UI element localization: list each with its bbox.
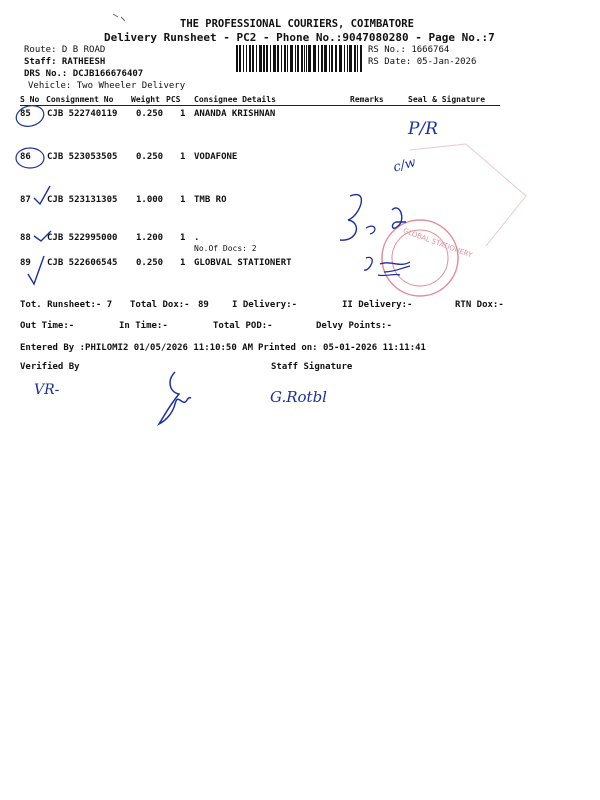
col-sno: S No: [20, 95, 40, 104]
table-row: 88 CJB 522995000 1.200 1 . No.Of Docs: 2: [20, 233, 257, 253]
route: Route: D B ROAD: [24, 45, 106, 55]
vehicle: Vehicle: Two Wheeler Delivery: [28, 81, 186, 91]
out-time: Out Time:-: [20, 321, 75, 331]
staff-signature-label: Staff Signature: [271, 362, 353, 372]
stamp-text: GLOBAL STATIONERY: [401, 226, 474, 260]
col-consignee: Consignee Details: [194, 95, 276, 104]
tick-mark: [34, 231, 51, 241]
rs-number: RS No.: 1666764: [368, 45, 450, 55]
verified-initials: VR-: [34, 382, 60, 398]
handwritten-pr: P/R: [408, 119, 438, 139]
signature: [159, 372, 191, 424]
total-pod: Total POD:-: [213, 321, 273, 331]
rs-date: RS Date: 05-Jan-2026: [368, 57, 477, 67]
scribble: [340, 195, 361, 241]
col-seal-signature: Seal & Signature: [408, 95, 486, 104]
i-delivery: I Delivery:-: [232, 300, 298, 310]
tot-runsheet: Tot. Runsheet:- 7: [20, 300, 113, 310]
scribble: [378, 274, 400, 275]
in-time: In Time:-: [119, 321, 168, 331]
entered-by: Entered By :PHILOMI2 01/05/2026 11:10:50 AM: [20, 343, 253, 353]
circle-mark: [14, 103, 46, 130]
col-pcs: PCS: [166, 95, 181, 104]
company-title: THE PROFESSIONAL COURIERS, COIMBATORE: [180, 18, 414, 30]
scribble: [392, 208, 406, 228]
docs-note: No.Of Docs: 2: [194, 244, 257, 253]
rtn-dox: RTN Dox:-: [455, 300, 504, 310]
scribble: [366, 226, 375, 234]
circle-mark: [16, 148, 44, 168]
pen-mark: [113, 14, 125, 21]
col-consignment: Consignment No: [46, 95, 114, 104]
staff: Staff: RATHEESH: [24, 57, 106, 67]
printed-on: Printed on: 05-01-2026 11:11:41: [258, 343, 426, 353]
runsheet-subtitle: Delivery Runsheet - PC2 - Phone No.:9047080280 - Page No.:7: [104, 31, 495, 44]
table-row: 85 CJB 522740119 0.250 1 ANANDA KRISHNAN: [20, 109, 276, 119]
col-remarks: Remarks: [350, 95, 384, 104]
drs-number: DRS No.: DCJB166676407: [24, 69, 144, 79]
total-dox-value: 89: [198, 300, 209, 310]
verified-by-label: Verified By: [20, 362, 80, 372]
col-weight: Weight: [131, 95, 160, 104]
scribble: [364, 257, 410, 272]
table-row: 89 CJB 522606545 0.250 1 GLOBVAL STATIONERT: [20, 258, 292, 268]
handwritten-cw: c/w: [391, 155, 418, 176]
ii-delivery: II Delivery:-: [342, 300, 413, 310]
staff-signature: G.Rotbl: [270, 388, 327, 406]
total-dox-label: Total Dox:-: [130, 300, 190, 310]
table-row: 86 CJB 523053505 0.250 1 VODAFONE: [20, 152, 238, 162]
tick-mark: [34, 186, 50, 204]
tick-mark: [28, 256, 44, 284]
delvy-points: Delvy Points:-: [316, 321, 392, 331]
table-row: 87 CJB 523131305 1.000 1 TMB RO: [20, 195, 227, 205]
